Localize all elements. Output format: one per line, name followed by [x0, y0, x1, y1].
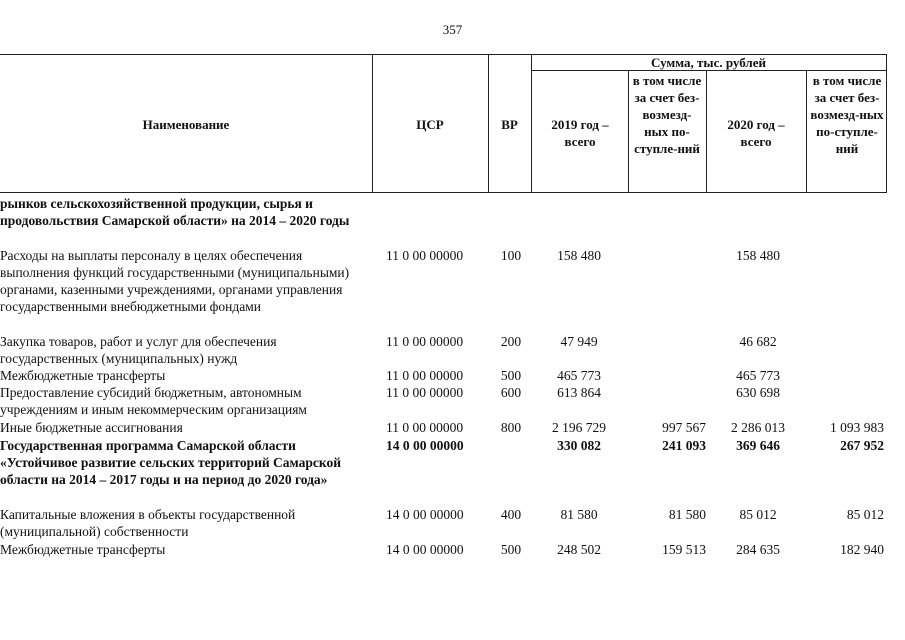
header-2020-free: в том числе за счет без-возмезд-ных по-ступле-ний: [810, 73, 884, 156]
row-vr: 400: [500, 507, 522, 522]
row-2019-total: 330 082: [557, 438, 601, 453]
row-2020-free: 182 940: [840, 542, 884, 557]
row-name: Закупка товаров, работ и услуг для обеспечения государственных (муниципальных) нужд: [0, 334, 277, 366]
row-2019-total: 465 773: [557, 368, 601, 383]
row-2019-free: 81 580: [668, 507, 706, 522]
row-name: Иные бюджетные ассигнования: [0, 420, 183, 435]
row-2020-total: 158 480: [736, 248, 780, 263]
header-divider: [806, 70, 807, 193]
header-name: Наименование: [142, 117, 230, 132]
row-vr: 200: [500, 334, 522, 349]
row-vr: 100: [500, 248, 522, 263]
header-sum-group: Сумма, тыс. рублей: [651, 55, 766, 70]
row-csr: 11 0 00 00000: [386, 368, 464, 383]
row-2019-total: 158 480: [557, 248, 601, 263]
row-2019-total: 81 580: [560, 507, 598, 522]
row-2020-total: 85 012: [739, 507, 777, 522]
row-2019-total: 248 502: [557, 542, 601, 557]
header-2019-free: в том числе за счет без-возмезд-ных по-ступле-ний: [632, 73, 702, 156]
page-number: 357: [442, 22, 463, 37]
row-name: Межбюджетные трансферты: [0, 542, 166, 557]
row-2020-free: 85 012: [846, 507, 884, 522]
row-csr: 11 0 00 00000: [386, 248, 464, 263]
row-2020-total: 630 698: [736, 385, 780, 400]
header-divider: [628, 70, 629, 193]
row-name: Предоставление субсидий бюджетным, автономным учреждениям и иным некоммерческим организациям: [0, 385, 307, 417]
row-vr: 500: [500, 368, 522, 383]
row-csr: 14 0 00 00000: [386, 542, 464, 557]
row-2019-total: 2 196 729: [552, 420, 606, 435]
row-name: Капитальные вложения в объекты государственной (муниципальной) собственности: [0, 507, 296, 539]
row-2020-free: 267 952: [840, 438, 884, 453]
row-2019-total: 613 864: [557, 385, 601, 400]
row-name: Государственная программа Самарской области «Устойчивое развитие сельских территорий Самарской области на 2014 – 2017 годы и на период до 2020 года»: [0, 438, 341, 487]
row-name: Межбюджетные трансферты: [0, 368, 166, 383]
row-name: Расходы на выплаты персоналу в целях обеспечения выполнения функций государственными (муниципальными) органами, казенными учреждениями, органами управления государственными внебюджетными фондами: [0, 248, 350, 314]
header-divider: [886, 54, 887, 193]
row-2019-total: 47 949: [560, 334, 598, 349]
row-2020-total: 369 646: [736, 438, 780, 453]
row-vr: 500: [500, 542, 522, 557]
header-csr: ЦСР: [416, 117, 444, 132]
header-vr: ВР: [501, 117, 518, 132]
row-name: рынков сельскохозяйственной продукции, сырья и продовольствия Самарской области» на 2014 – 2020 годы: [0, 196, 350, 228]
row-vr: 600: [500, 385, 522, 400]
row-csr: 14 0 00 00000: [386, 438, 464, 453]
row-csr: 11 0 00 00000: [386, 334, 464, 349]
row-2020-total: 465 773: [736, 368, 780, 383]
row-csr: 11 0 00 00000: [386, 420, 464, 435]
row-csr: 11 0 00 00000: [386, 385, 464, 400]
row-2019-free: 159 513: [662, 542, 706, 557]
header-bottom-border: [0, 192, 886, 193]
header-divider: [531, 54, 532, 193]
row-2020-total: 284 635: [736, 542, 780, 557]
header-2019-total: 2019 год – всего: [551, 117, 609, 149]
row-2019-free: 997 567: [662, 420, 706, 435]
row-2020-total: 2 286 013: [731, 420, 785, 435]
row-csr: 14 0 00 00000: [386, 507, 464, 522]
header-2020-total: 2020 год – всего: [727, 117, 785, 149]
header-divider: [706, 70, 707, 193]
row-2020-total: 46 682: [739, 334, 777, 349]
row-vr: 800: [500, 420, 522, 435]
row-2019-free: 241 093: [662, 438, 706, 453]
row-2020-free: 1 093 983: [830, 420, 884, 435]
